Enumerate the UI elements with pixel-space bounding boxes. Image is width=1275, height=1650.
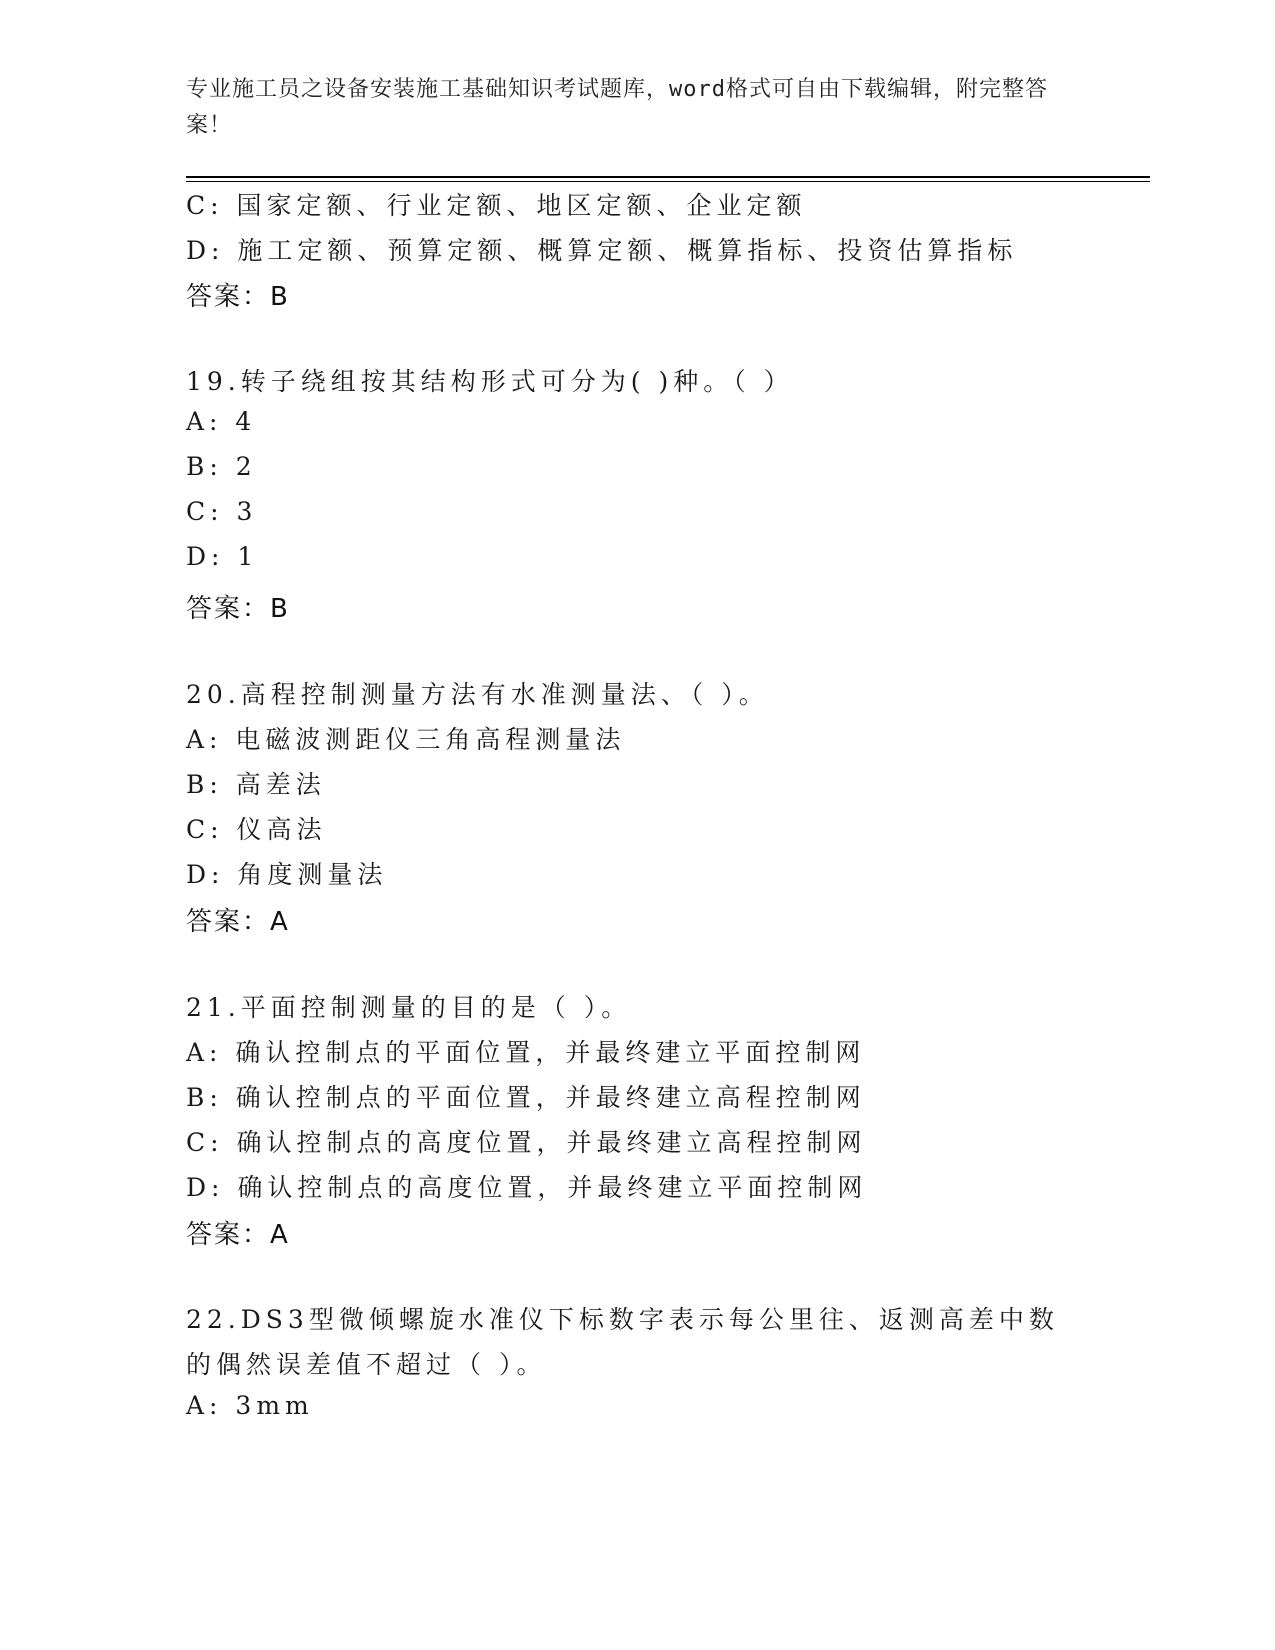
q19-option-a: A: 4 [186, 407, 257, 436]
q20-option-a: A: 电磁波测距仪三角高程测量法 [186, 725, 626, 754]
q19-option-c: C: 3 [186, 497, 258, 526]
q20-option-c: C: 仪高法 [186, 815, 327, 844]
q21-option-b: B: 确认控制点的平面位置，并最终建立高程控制网 [186, 1083, 866, 1112]
q19-option-d: D: 1 [186, 542, 259, 571]
q20-answer: 答案：A [186, 907, 290, 937]
q21-option-d: D: 确认控制点的高度位置，并最终建立平面控制网 [186, 1173, 868, 1202]
q21-answer: 答案：A [186, 1220, 290, 1250]
q22-stem: 22.DS3型微倾螺旋水准仪下标数字表示每公里往、返测高差中数的偶然误差值不超过（ ）。 [186, 1305, 1059, 1379]
q19-stem: 19.转子绕组按其结构形式可分为( )种。（ ） [186, 367, 794, 396]
header-divider-thin [186, 181, 1150, 182]
q18-option-c: C: 国家定额、行业定额、地区定额、企业定额 [186, 191, 807, 220]
q20-option-b: B: 高差法 [186, 770, 326, 799]
q20-option-d: D: 角度测量法 [186, 860, 388, 889]
q21-stem: 21.平面控制测量的目的是（ ）。 [186, 993, 632, 1022]
q18-answer: 答案：B [186, 282, 290, 312]
q20-stem: 20.高程控制测量方法有水准测量法、（ ）。 [186, 680, 769, 709]
q21-option-a: A: 确认控制点的平面位置，并最终建立平面控制网 [186, 1038, 866, 1067]
header-divider-thick [186, 176, 1150, 178]
q19-option-b: B: 2 [186, 452, 257, 481]
q19-answer: 答案：B [186, 594, 290, 624]
q22-option-a: A: 3mm [186, 1391, 314, 1420]
q18-option-d: D: 施工定额、预算定额、概算定额、概算指标、投资估算指标 [186, 236, 1018, 265]
document-header: 专业施工员之设备安装施工基础知识考试题库，word格式可自由下载编辑，附完整答案！ [186, 77, 1048, 138]
q21-option-c: C: 确认控制点的高度位置，并最终建立高程控制网 [186, 1128, 867, 1157]
